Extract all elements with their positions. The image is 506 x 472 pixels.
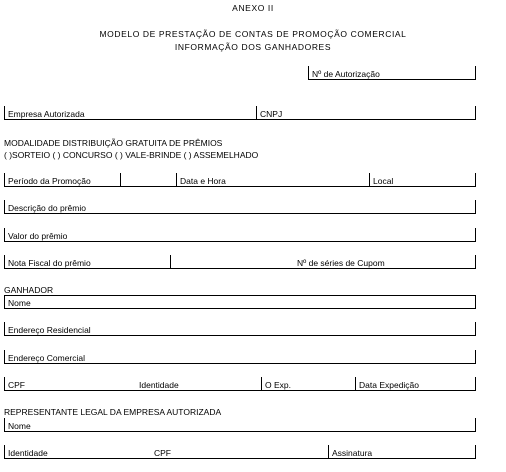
representative-id-divider [328,445,329,459]
winner-issuer-label: O Exp. [265,380,291,390]
winner-identity-label: Identidade [139,380,179,390]
winner-id-divider-1 [261,377,262,391]
winner-name-label: Nome [8,298,31,308]
datetime-label: Data e Hora [180,176,226,186]
form-title: MODELO DE PRESTAÇÃO DE CONTAS DE PROMOÇÃO COMERCIAL [99,29,407,39]
home-address-label: Endereço Residencial [8,325,91,335]
form-subtitle: INFORMAÇÃO DOS GANHADORES [174,42,332,52]
period-divider-2 [176,173,177,187]
winner-heading: GANHADOR [4,285,54,295]
representative-name-label: Nome [8,421,31,431]
business-address-label: Endereço Comercial [8,353,86,363]
period-divider-3 [369,173,370,187]
annex-label: ANEXO II [232,3,274,13]
company-name-label: Empresa Autorizada [8,109,85,119]
authorization-label: Nº de Autorização [312,69,380,79]
invoice-divider [170,255,171,269]
modality-options: ( )SORTEIO ( ) CONCURSO ( ) VALE-BRINDE ( ) ASSEMELHADO [4,150,259,160]
representative-id-row [4,445,476,459]
winner-cpf-label: CPF [8,380,25,390]
prize-value-label: Valor do prêmio [8,231,68,241]
representative-name-row [4,418,476,432]
representative-cpf-label: CPF [154,448,171,458]
cnpj-label: CNPJ [260,109,283,119]
winner-name-row [4,295,476,309]
coupon-series-label: Nº de séries de Cupom [297,258,385,268]
winner-issue-date-label: Data Expedição [359,380,420,390]
representative-identity-label: Identidade [8,448,48,458]
company-divider [256,106,257,120]
place-label: Local [373,176,394,186]
period-divider-1 [120,173,121,187]
prize-description-label: Descrição do prêmio [8,203,86,213]
prize-value-row [4,228,476,242]
invoice-label: Nota Fiscal do prêmio [8,258,91,268]
representative-heading: REPRESENTANTE LEGAL DA EMPRESA AUTORIZADA [4,407,222,417]
period-label: Período da Promoção [8,176,91,186]
signature-label: Assinatura [332,448,373,458]
winner-id-divider-2 [355,377,356,391]
modality-heading: MODALIDADE DISTRIBUIÇÃO GRATUITA DE PRÊMIOS [4,138,223,148]
